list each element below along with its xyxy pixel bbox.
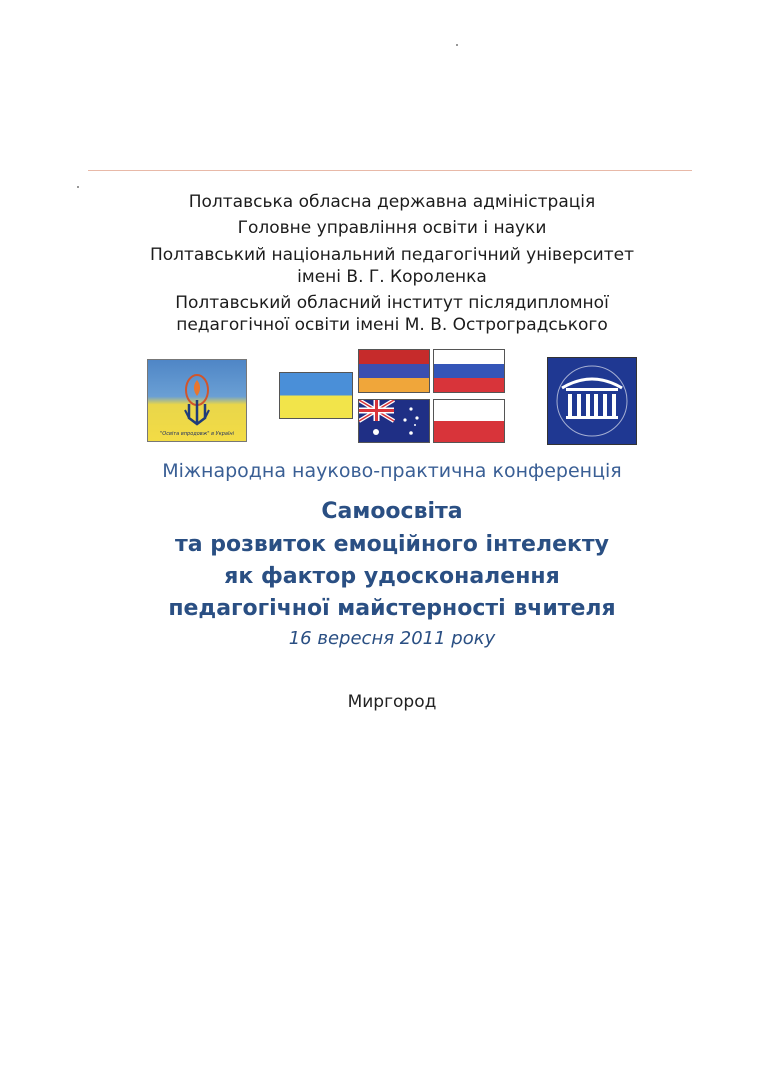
city-name: Миргород <box>347 692 437 712</box>
title-line-2: та розвиток емоційного інтелекту <box>174 532 610 557</box>
poland-flag-icon <box>433 399 505 443</box>
organizer-line-4: імені В. Г. Короленка <box>297 267 487 287</box>
lifelong-learning-logo <box>147 359 247 442</box>
organizer-line-5: Полтавський обласний інститут післядипломної <box>175 293 609 313</box>
title-line-3: як фактор удосконалення <box>224 564 560 589</box>
title-line-4: педагогічної майстерності вчителя <box>168 596 616 621</box>
scan-speck <box>77 186 79 188</box>
conference-type: Міжнародна науково-практична конференція <box>162 460 622 482</box>
russia-flag-icon <box>433 349 505 393</box>
scan-speck <box>456 44 458 46</box>
ukraine-flag-icon <box>279 372 353 419</box>
title-line-1: Самоосвіта <box>321 499 463 524</box>
organizer-line-1: Полтавська обласна державна адміністрація <box>188 192 596 212</box>
organizer-line-2: Головне управління освіти і науки <box>237 218 547 238</box>
trident-flame-icon <box>148 360 246 441</box>
conference-date: 16 вересня 2011 року <box>288 628 496 649</box>
australia-flag-icon <box>358 399 430 443</box>
institute-emblem-icon <box>548 358 636 444</box>
logo-caption: "Освіта впродовж" в Україні <box>159 431 235 437</box>
armenia-flag-icon <box>358 349 430 393</box>
institute-emblem <box>547 357 637 445</box>
organizer-line-3: Полтавський національний педагогічний університет <box>149 245 634 265</box>
australia-flag-graphic <box>359 400 429 442</box>
organizer-line-6: педагогічної освіти імені М. В. Остроградського <box>176 315 608 335</box>
top-divider <box>88 170 692 171</box>
